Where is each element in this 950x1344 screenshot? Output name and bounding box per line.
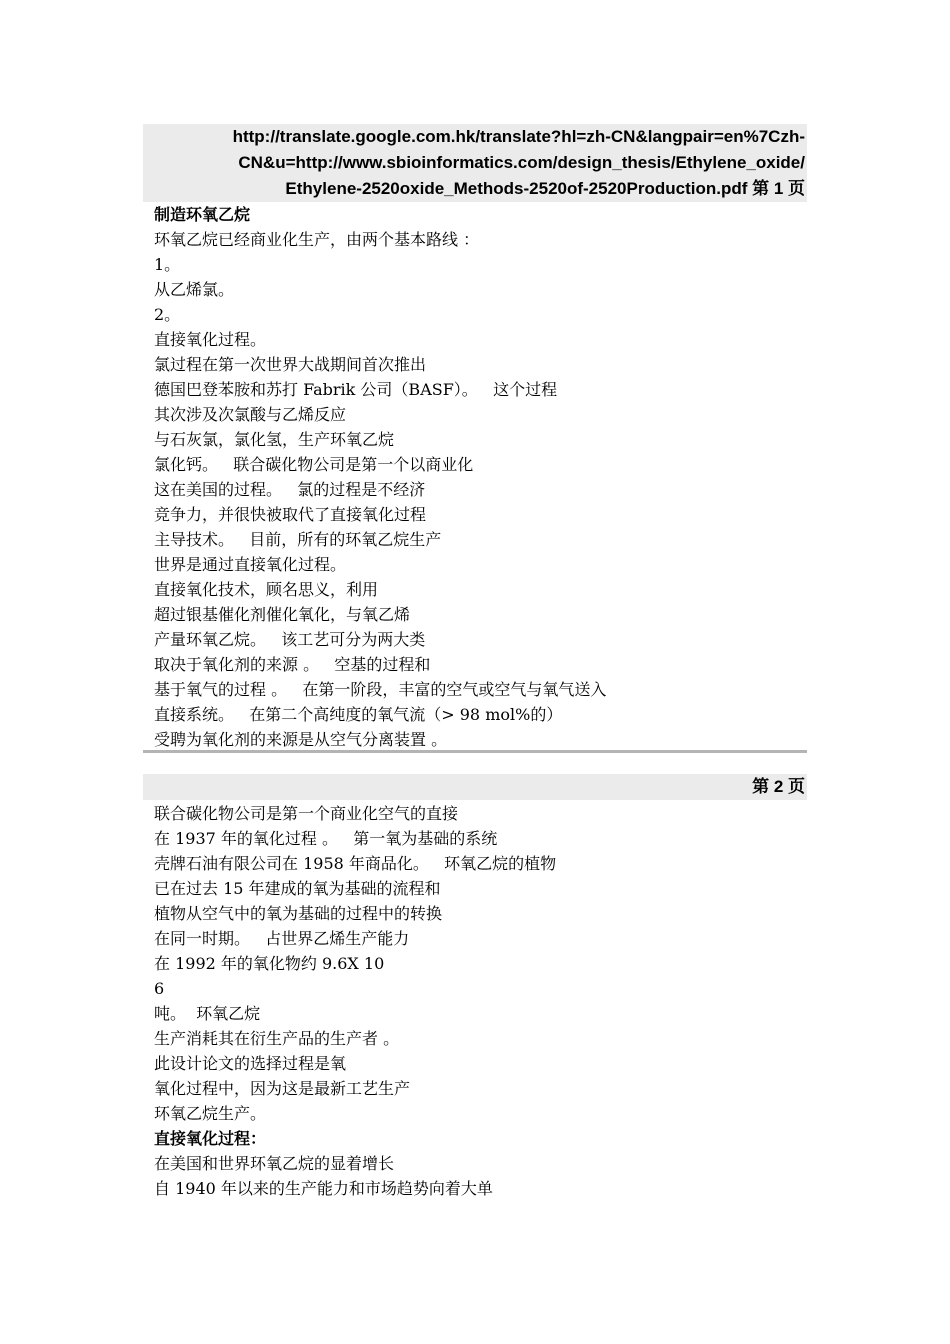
text-line: 德国巴登苯胺和苏打 Fabrik 公司（BASF）。 这个过程 [154,380,558,399]
page-2-header [143,774,807,800]
page-1-paragraph [154,227,804,752]
text-line: 主导技术。 目前，所有的环氧乙烷生产 [154,530,442,549]
text-line: 6 [154,979,165,998]
text-line: 氧化过程中，因为这是最新工艺生产 [154,1079,411,1098]
text-line: 氯过程在第一次世界大战期间首次推出 [154,355,427,374]
text-line: 世界是通过直接氧化过程。 [154,555,347,574]
text-line: 基于氧气的过程 。 在第一阶段，丰富的空气或空气与氧气送入 [154,680,607,699]
section-heading: 制造环氧乙烷 [154,205,251,224]
text-line: 竞争力，并很快被取代了直接氧化过程 [154,505,427,524]
source-url-line-3[interactable]: Ethylene-2520oxide_Methods-2520of-2520Production.pdf 第 1 页 [285,179,805,198]
text-line: 直接系统。 在第二个高纯度的氧气流（> 98 mol%的） [154,705,563,724]
text-line: 氯化钙。 联合碳化物公司是第一个以商业化 [154,455,474,474]
text-line: 环氧乙烷已经商业化生产，由两个基本路线 ： [154,230,480,249]
page-1-header [143,124,807,202]
text-line: 1。 [154,255,181,274]
page-2-body [154,801,804,1201]
text-line: 直接氧化技术，顾名思义，利用 [154,580,379,599]
text-line: 从乙烯氯。 [154,280,235,299]
text-line: 2。 [154,305,181,324]
page-2-paragraph [154,801,804,1126]
source-url-line-1[interactable]: http://translate.google.com.hk/translate?hl=zh-CN&langpair=en%7Czh- [232,127,805,146]
text-line: 在美国和世界环氧乙烷的显着增长 [154,1154,395,1173]
page-2-paragraph-continued [154,1151,804,1201]
text-line: 环氧乙烷生产。 [154,1104,267,1123]
text-line: 植物从空气中的氧为基础的过程中的转换 [154,904,443,923]
section-heading-direct-oxidation: 直接氧化过程： [154,1129,267,1148]
text-line: 在同一时期。 占世界乙烯生产能力 [154,929,410,948]
text-line: 直接氧化过程。 [154,330,267,349]
text-line: 壳牌石油有限公司在 1958 年商品化。 环氧乙烷的植物 [154,854,557,873]
text-line: 受聘为氧化剂的来源是从空气分离装置 。 [154,730,448,749]
text-line: 这在美国的过程。 氯的过程是不经济 [154,480,426,499]
text-line: 吨。 环氧乙烷 [154,1004,261,1023]
text-line: 在 1937 年的氧化过程 。 第一氧为基础的系统 [154,829,498,848]
text-line: 超过银基催化剂催化氧化，与氧乙烯 [154,605,411,624]
text-line: 与石灰氯，氯化氢，生产环氧乙烷 [154,430,395,449]
page-divider [143,750,807,753]
text-line: 生产消耗其在衍生产品的生产者 。 [154,1029,400,1048]
page-number-label: 第 2 页 [752,777,805,796]
text-line: 此设计论文的选择过程是氧 [154,1054,347,1073]
page-1-body [154,202,804,752]
text-line: 产量环氧乙烷。 该工艺可分为两大类 [154,630,426,649]
source-url-line-2[interactable]: CN&u=http://www.sbioinformatics.com/design_thesis/Ethylene_oxide/ [238,153,805,172]
text-line: 自 1940 年以来的生产能力和市场趋势向着大单 [154,1179,493,1198]
text-line: 取决于氧化剂的来源 。 空基的过程和 [154,655,431,674]
text-line: 联合碳化物公司是第一个商业化空气的直接 [154,804,459,823]
text-line: 其次涉及次氯酸与乙烯反应 [154,405,347,424]
text-line: 已在过去 15 年建成的氧为基础的流程和 [154,879,441,898]
text-line: 在 1992 年的氧化物约 9.6X 10 [154,954,385,973]
